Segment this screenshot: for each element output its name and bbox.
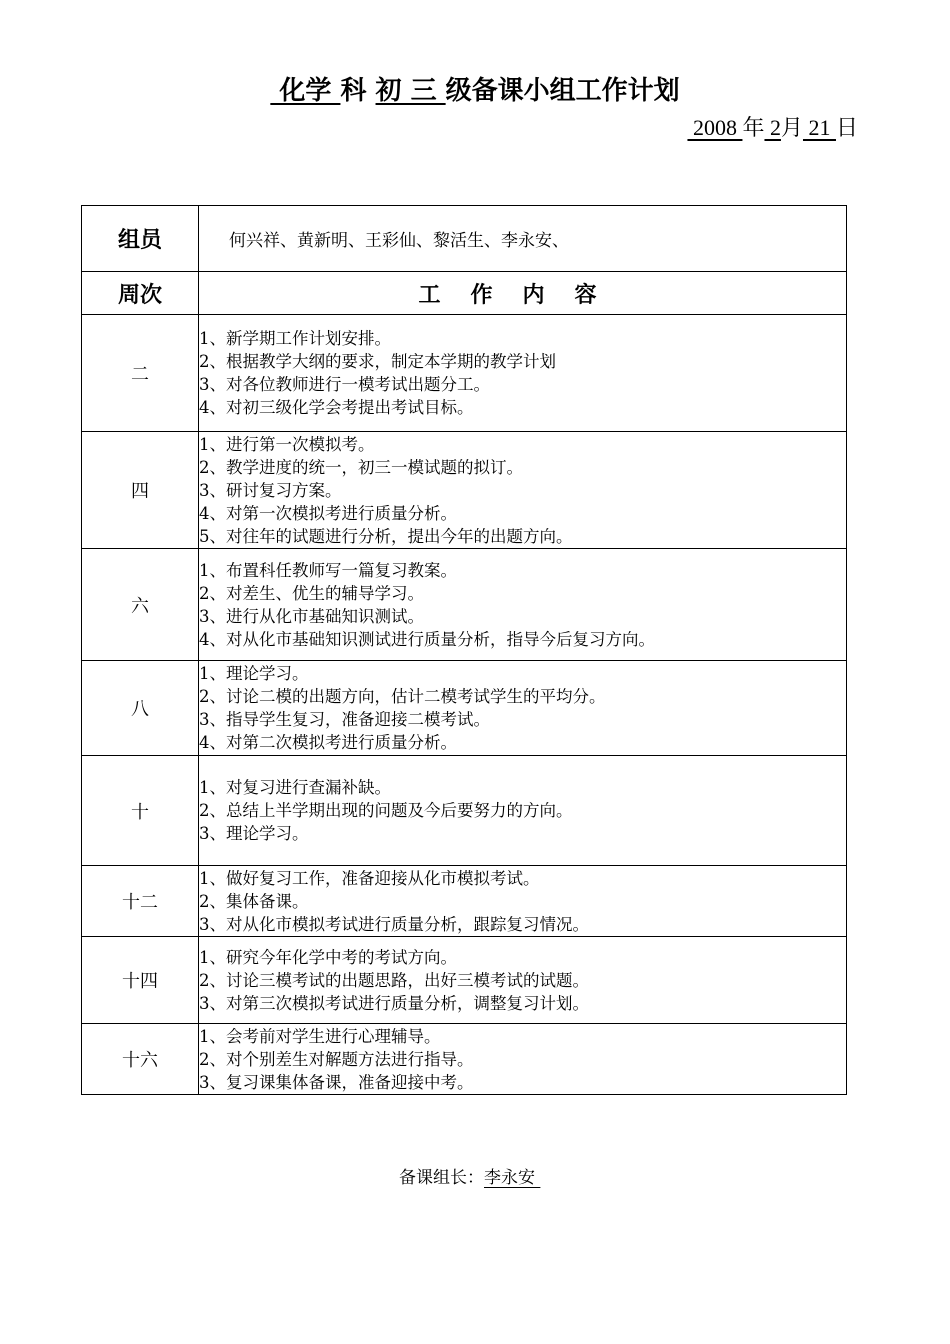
table-row [82,549,847,661]
header-row [82,272,847,315]
date-month-label: 月 [780,115,803,140]
list-item: 5、对往年的试题进行分析，提出今年的出题方向。 [199,526,573,546]
content-cell [199,315,847,432]
week-cell: 十六 [82,1024,199,1095]
list-item: 2、对差生、优生的辅导学习。 [199,583,424,603]
list-item: 3、复习课集体备课，准备迎接中考。 [199,1072,474,1092]
list-item: 1、布置科任教师写一篇复习教案。 [199,560,457,580]
list-item: 2、根据教学大纲的要求，制定本学期的教学计划 [199,352,556,371]
list-item: 4、对初三级化学会考提出考试目标。 [199,398,474,417]
list-item: 1、做好复习工作，准备迎接从化市模拟考试。 [199,868,540,888]
week-cell: 四 [82,432,199,549]
title-grade: 初 三 [375,76,446,106]
date-day-label: 日 [835,115,858,140]
group-leader-name: 李永安 [484,1168,541,1188]
table-row [82,937,847,1024]
title-subject: 化学 [270,76,341,106]
list-item: 2、总结上半学期出现的问题及今后要努力的方向。 [199,801,573,820]
table-row [82,432,847,549]
date-day: 21 [802,115,836,140]
members-list: 何兴祥、黄新明、王彩仙、黎活生、李永安、 [199,206,847,272]
document-date [687,113,858,143]
list-item: 1、理论学习。 [199,664,309,683]
list-item: 2、讨论二模的出题方向，估计二模考试学生的平均分。 [199,687,606,706]
list-item: 4、对第一次模拟考进行质量分析。 [199,503,457,523]
list-item: 3、对第三次模拟考试进行质量分析，调整复习计划。 [199,993,589,1013]
list-item: 2、教学进度的统一，初三一模试题的拟订。 [199,457,523,477]
table-row [82,1024,847,1095]
work-plan-table [81,205,847,1095]
document-title [0,74,950,108]
list-item: 3、对各位教师进行一模考试出题分工。 [199,375,490,394]
week-cell: 六 [82,549,199,661]
week-cell: 八 [82,661,199,756]
table-row [82,756,847,866]
list-item: 2、集体备课。 [199,891,309,911]
content-cell [199,432,847,549]
week-cell: 十 [82,756,199,866]
week-cell: 二 [82,315,199,432]
week-cell: 十二 [82,866,199,937]
content-cell [199,549,847,661]
list-item: 4、对从化市基础知识测试进行质量分析，指导今后复习方向。 [199,629,655,649]
list-item: 2、讨论三模考试的出题思路，出好三模考试的试题。 [199,970,589,990]
table-row [82,315,847,432]
date-month: 2 [764,115,781,140]
list-item: 1、新学期工作计划安排。 [199,329,391,348]
table-row [82,866,847,937]
footer [399,1166,540,1190]
members-row [82,206,847,272]
list-item: 1、对复习进行查漏补缺。 [199,778,391,797]
content-cell [199,866,847,937]
list-item: 3、理论学习。 [199,824,309,843]
list-item: 1、研究今年化学中考的考试方向。 [199,947,457,967]
week-header: 周次 [82,272,199,315]
title-subject-suffix: 科 [340,76,367,106]
content-header: 工作内容 [199,272,847,315]
title-rest: 级备课小组工作计划 [445,76,680,106]
list-item: 1、会考前对学生进行心理辅导。 [199,1026,441,1046]
list-item: 3、进行从化市基础知识测试。 [199,606,424,626]
list-item: 1、进行第一次模拟考。 [199,434,375,454]
content-cell [199,937,847,1024]
table-row [82,661,847,756]
list-item: 2、对个别差生对解题方法进行指导。 [199,1049,474,1069]
content-cell [199,1024,847,1095]
content-cell [199,661,847,756]
week-cell: 十四 [82,937,199,1024]
content-cell [199,756,847,866]
list-item: 3、对从化市模拟考试进行质量分析，跟踪复习情况。 [199,914,589,934]
list-item: 3、指导学生复习，准备迎接二模考试。 [199,710,490,729]
date-year: 2008 [687,115,743,140]
list-item: 3、研讨复习方案。 [199,480,342,500]
members-header: 组员 [82,206,199,272]
footer-label: 备课组长： [399,1168,484,1188]
list-item: 4、对第二次模拟考进行质量分析。 [199,733,457,752]
date-year-label: 年 [742,115,765,140]
